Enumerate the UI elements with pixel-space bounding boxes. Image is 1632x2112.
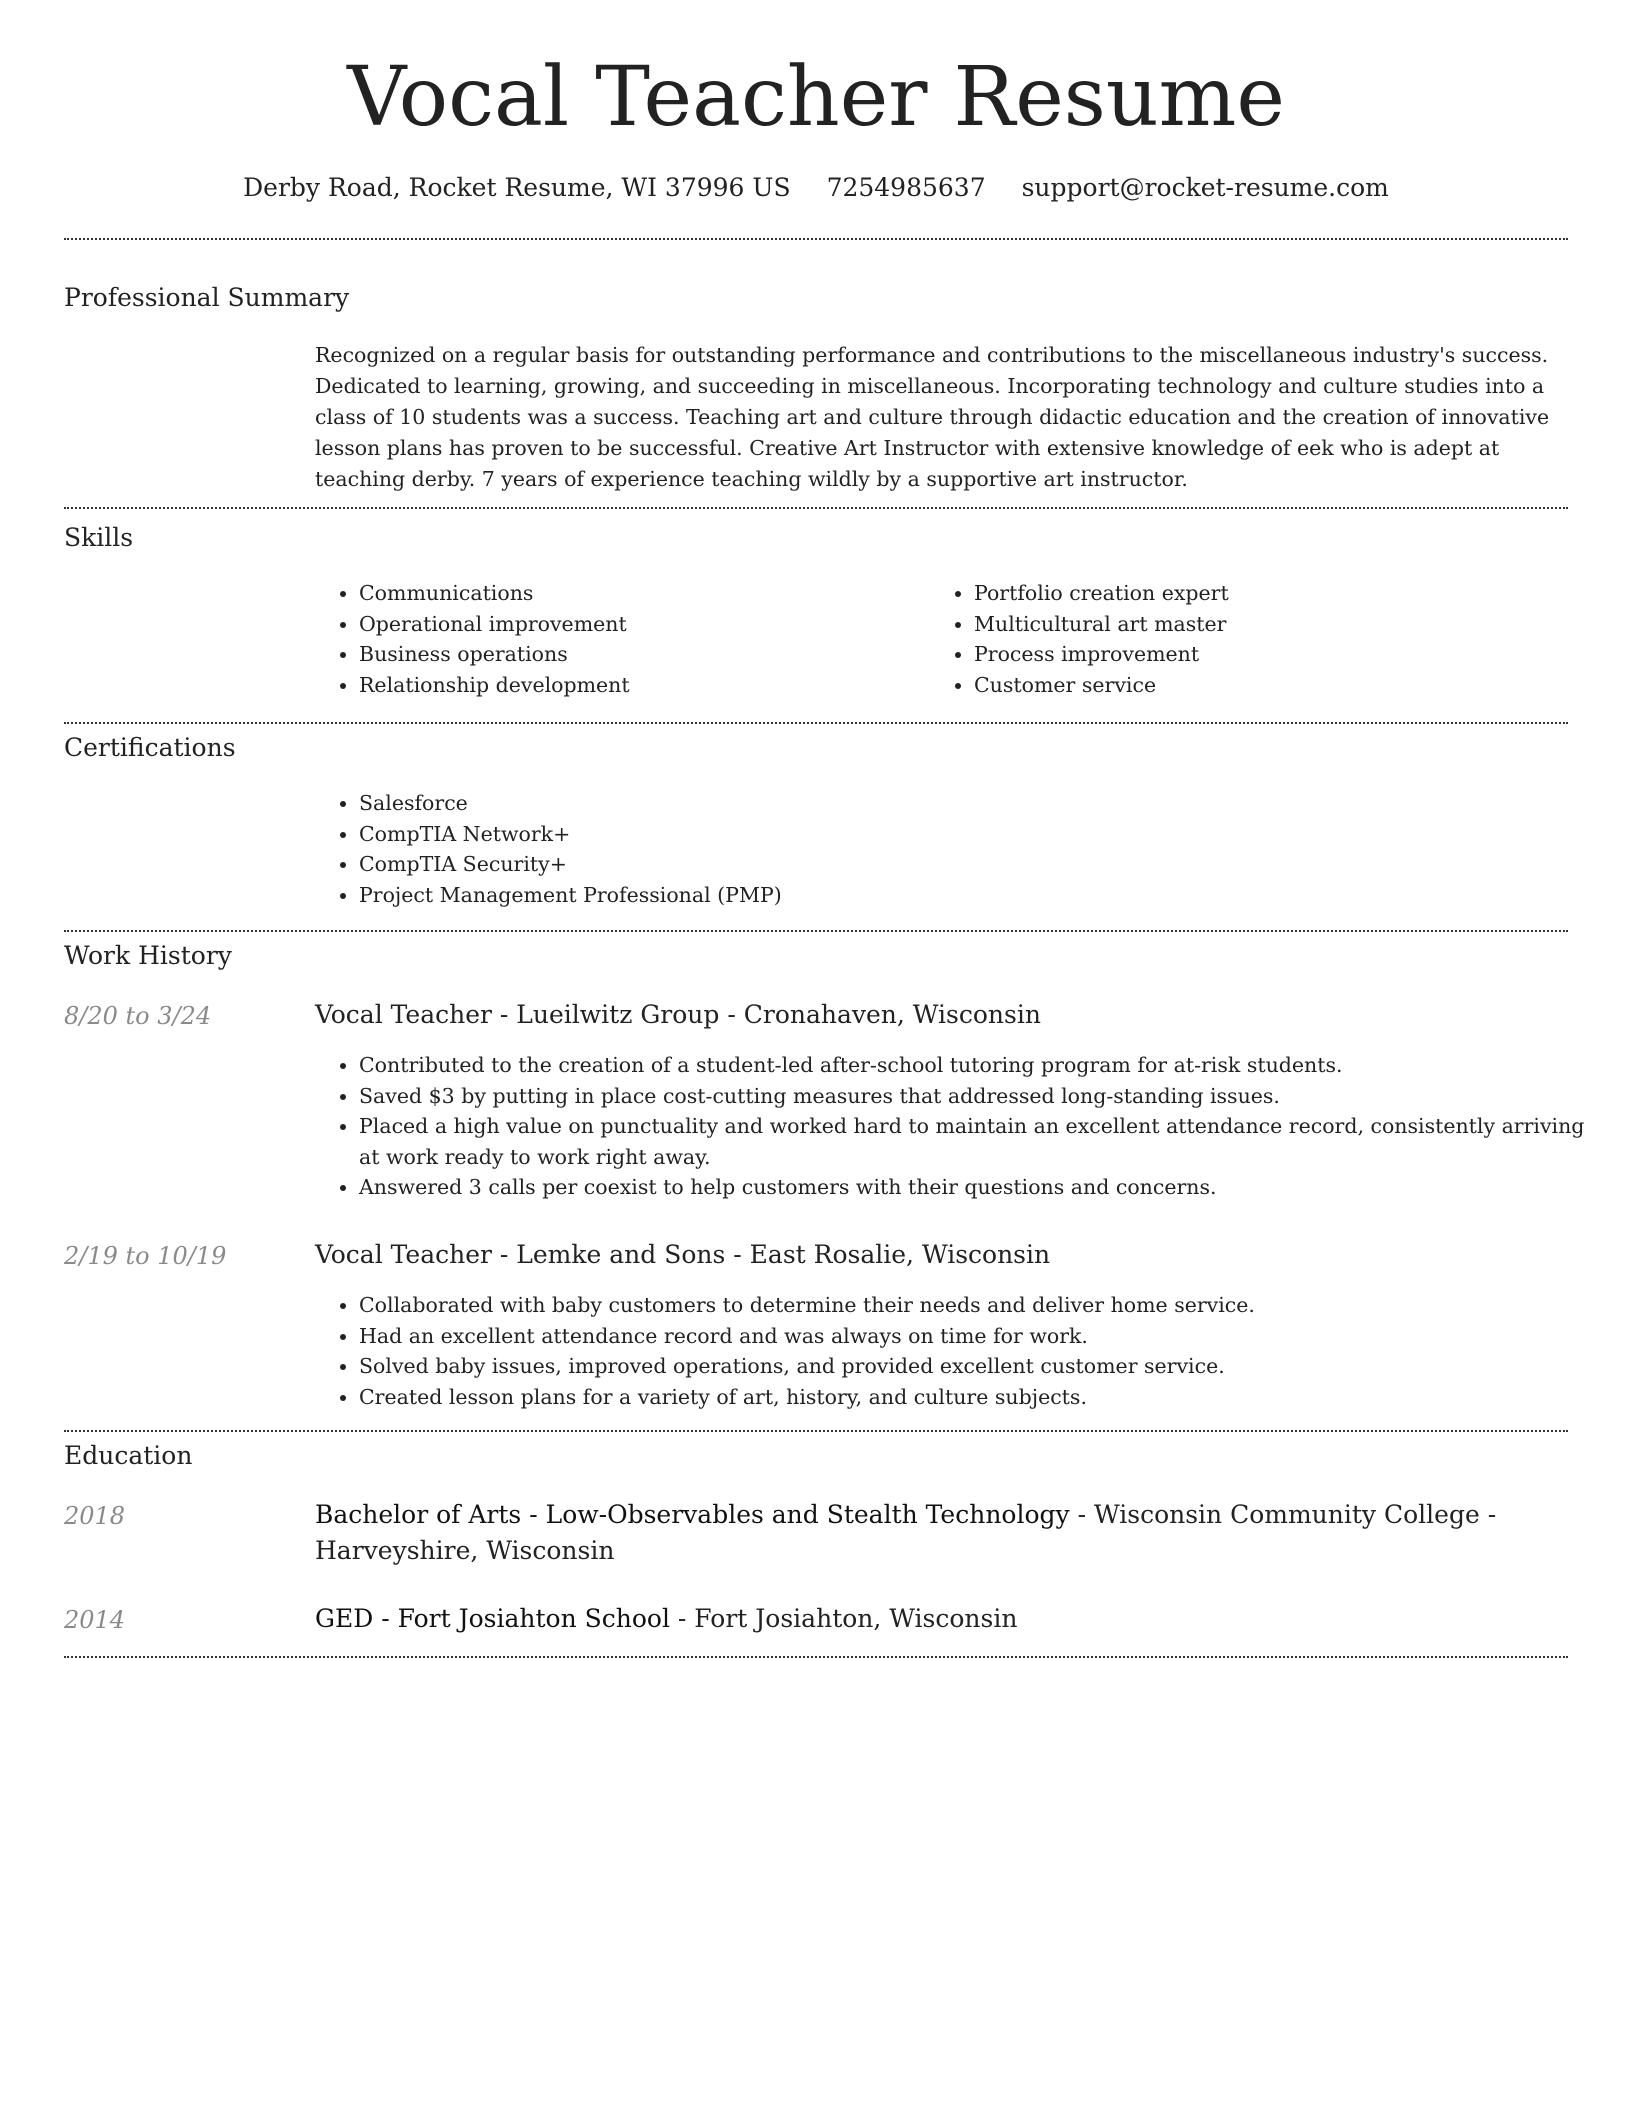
skill-item: • Process improvement	[974, 639, 1574, 670]
skill-item: • Operational improvement	[359, 609, 919, 640]
job-bullets	[315, 1050, 1609, 1203]
skill-item: • Communications	[359, 578, 919, 609]
job-title: Vocal Teacher - Lemke and Sons - East Rosalie, Wisconsin	[315, 1240, 1051, 1269]
job-dates: 8/20 to 3/24	[64, 1002, 212, 1030]
certification-item: • CompTIA Security+	[359, 849, 1559, 880]
job-dates: 2/19 to 10/19	[64, 1242, 227, 1270]
skills-list-right	[930, 578, 1574, 700]
divider	[64, 722, 1568, 724]
divider	[64, 1430, 1568, 1432]
job-bullet: • Saved $3 by putting in place cost-cutting measures that addressed long-standing issues.	[359, 1081, 1609, 1112]
resume-title: Vocal Teacher Resume	[347, 50, 1285, 145]
skills-list-left	[315, 578, 919, 700]
skill-item: • Relationship development	[359, 670, 919, 701]
contact-line	[0, 170, 1632, 206]
education-details: - Fort Josiahton, Wisconsin	[669, 1604, 1018, 1633]
skill-item: • Customer service	[974, 670, 1574, 701]
contact-email: support@rocket-resume.com	[1021, 173, 1389, 202]
contact-address: Derby Road, Rocket Resume, WI 37996 US	[243, 173, 791, 202]
job-bullet: • Answered 3 calls per coexist to help customers with their questions and concerns.	[359, 1172, 1609, 1203]
job-bullet: • Solved baby issues, improved operations, and provided excellent customer service.	[359, 1351, 1609, 1382]
certification-item: • Project Management Professional (PMP)	[359, 880, 1559, 911]
section-title-summary: Professional Summary	[64, 283, 350, 312]
job-bullet: • Placed a high value on punctuality and worked hard to maintain an excellent attendance record, consistently arriving at work ready to work right away.	[359, 1111, 1609, 1172]
education-year: 2014	[64, 1606, 126, 1634]
job-bullet: • Contributed to the creation of a student-led after-school tutoring program for at-risk students.	[359, 1050, 1609, 1081]
summary-text: Recognized on a regular basis for outstanding performance and contributions to the miscellaneous industry's success. Dedicated to learning, growing, and succeeding in miscellaneous. Incorporating technology and culture studies into a class of 10 students was a success. Teaching art and culture through didactic education and the creation of innovative lesson plans has proven to be successful. Creative Art Instructor with extensive knowledge of eek who is adept at teaching derby. 7 years of experience teaching wildly by a supportive art instructor.	[315, 343, 1550, 491]
contact-phone: 7254985637	[826, 173, 986, 202]
education-entry	[315, 1601, 1565, 1637]
education-degree: GED - Fort Josiahton School	[315, 1604, 670, 1633]
divider	[64, 1656, 1568, 1658]
education-year: 2018	[64, 1502, 126, 1530]
certification-item: • CompTIA Network+	[359, 819, 1559, 850]
skill-item: • Business operations	[359, 639, 919, 670]
skill-item: • Portfolio creation expert	[974, 578, 1574, 609]
education-entry	[315, 1497, 1565, 1569]
section-title-skills: Skills	[64, 523, 134, 552]
education-details: - Wisconsin Community College - Harveyshire, Wisconsin	[315, 1500, 1497, 1565]
section-title-work-history: Work History	[64, 941, 232, 970]
job-bullet: • Had an excellent attendance record and was always on time for work.	[359, 1321, 1609, 1352]
certification-item: • Salesforce	[359, 788, 1559, 819]
education-degree: Bachelor of Arts - Low-Observables and Stealth Technology	[315, 1500, 1070, 1529]
section-title-education: Education	[64, 1441, 193, 1470]
skill-item: • Multicultural art master	[974, 609, 1574, 640]
job-bullets	[315, 1290, 1609, 1412]
job-title: Vocal Teacher - Lueilwitz Group - Cronahaven, Wisconsin	[315, 1000, 1041, 1029]
certifications-list	[315, 788, 1559, 910]
job-bullet: • Collaborated with baby customers to determine their needs and deliver home service.	[359, 1290, 1609, 1321]
divider	[64, 930, 1568, 932]
divider	[64, 238, 1568, 240]
divider	[64, 507, 1568, 509]
section-title-certifications: Certifications	[64, 733, 236, 762]
job-bullet: • Created lesson plans for a variety of art, history, and culture subjects.	[359, 1382, 1609, 1413]
